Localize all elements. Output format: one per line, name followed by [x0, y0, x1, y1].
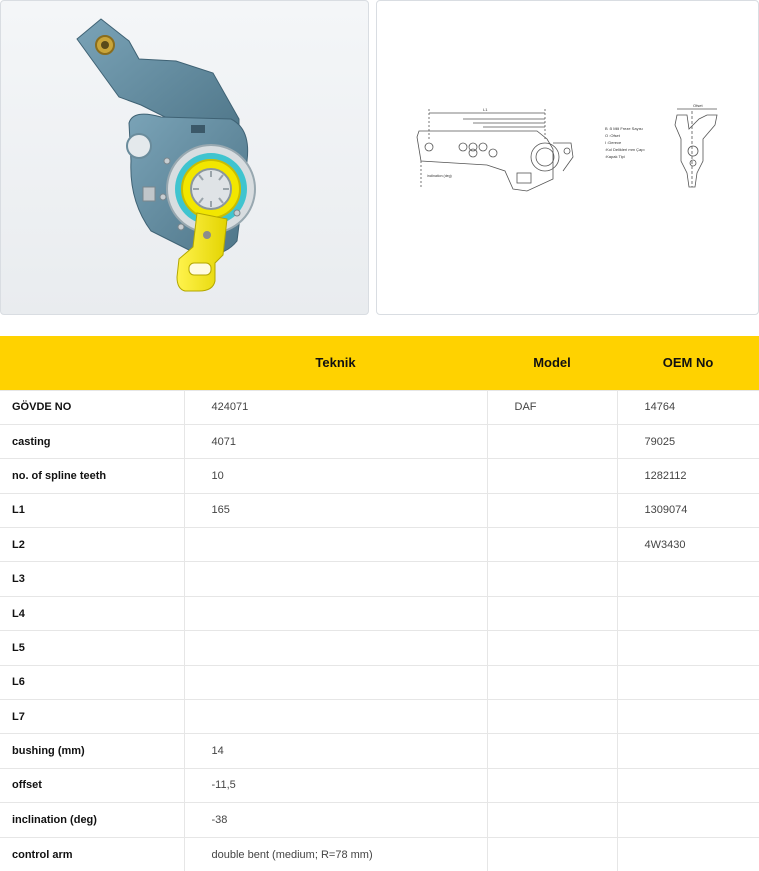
cell-teknik: [184, 528, 487, 562]
slack-adjuster-image: [1, 1, 369, 315]
cell-oem-no: [617, 562, 759, 596]
cell-teknik: [184, 631, 487, 665]
table-row: [0, 493, 759, 527]
table-row: [0, 837, 759, 871]
cell-model: [487, 665, 617, 699]
cell-teknik: [184, 562, 487, 596]
cell-model: [487, 528, 617, 562]
cell-teknik: 4071: [184, 424, 487, 458]
legend-line-3: I :Derece: [605, 140, 622, 145]
table-row: [0, 734, 759, 768]
row-label: L6: [0, 665, 184, 699]
row-label: L2: [0, 528, 184, 562]
table-row: [0, 596, 759, 630]
header-teknik: Teknik: [315, 355, 356, 371]
cell-oem-no: [617, 665, 759, 699]
technical-drawing[interactable]: [376, 0, 759, 315]
cell-teknik: 14: [184, 734, 487, 768]
cell-oem-no: 79025: [617, 424, 759, 458]
table-row: [0, 665, 759, 699]
row-label: offset: [0, 768, 184, 802]
cell-teknik: [184, 700, 487, 734]
cell-teknik: double bent (medium; R=78 mm): [184, 837, 487, 871]
table-row: [0, 631, 759, 665]
legend-line-2: O :Ofset: [605, 133, 620, 138]
cell-model: [487, 734, 617, 768]
header-empty: [0, 336, 184, 390]
table-row: [0, 768, 759, 802]
legend-line-5: :Kapak Tipi: [605, 154, 625, 159]
cell-model: [487, 803, 617, 837]
cell-model: [487, 631, 617, 665]
table-row: [0, 424, 759, 458]
cell-oem-no: [617, 596, 759, 630]
cell-oem-no: [617, 768, 759, 802]
table-row: [0, 700, 759, 734]
cell-model: [487, 459, 617, 493]
row-label: L1: [0, 493, 184, 527]
table-header-row: [0, 336, 759, 390]
drawing-offset-label: Ofset: [693, 103, 703, 108]
table-row: [0, 459, 759, 493]
cell-oem-no: [617, 803, 759, 837]
cell-teknik: -11,5: [184, 768, 487, 802]
cell-model: [487, 562, 617, 596]
cell-model: [487, 700, 617, 734]
cell-model: [487, 493, 617, 527]
legend-line-4: :Kol Delikleri mm Çapı: [605, 147, 645, 152]
cell-oem-no: 14764: [617, 390, 759, 424]
cell-oem-no: [617, 837, 759, 871]
drawing-angle-label: inclination (deg): [427, 174, 452, 178]
row-label: GÖVDE NO: [0, 390, 184, 424]
drawing-length-label: L1: [483, 107, 488, 112]
cell-model: [487, 596, 617, 630]
cell-oem-no: [617, 631, 759, 665]
row-label: control arm: [0, 837, 184, 871]
cell-teknik: 10: [184, 459, 487, 493]
cell-oem-no: 1282112: [617, 459, 759, 493]
row-label: L4: [0, 596, 184, 630]
row-label: bushing (mm): [0, 734, 184, 768]
header-model: Model: [533, 355, 571, 371]
spec-table: [0, 336, 759, 871]
table-row: [0, 803, 759, 837]
row-label: L7: [0, 700, 184, 734]
dimension-drawing: [377, 1, 759, 315]
cell-oem-no: [617, 700, 759, 734]
row-label: no. of spline teeth: [0, 459, 184, 493]
cell-model: [487, 768, 617, 802]
table-row: [0, 562, 759, 596]
header-oem-no: OEM No: [662, 355, 714, 371]
cell-oem-no: [617, 734, 759, 768]
product-gallery: [0, 0, 759, 320]
cell-teknik: -38: [184, 803, 487, 837]
row-label: casting: [0, 424, 184, 458]
table-row: [0, 390, 759, 424]
table-body: [0, 390, 759, 871]
cell-teknik: 424071: [184, 390, 487, 424]
product-photo[interactable]: [0, 0, 369, 315]
table-row: [0, 528, 759, 562]
row-label: L3: [0, 562, 184, 596]
legend-line-1: B :5 Mili Freze Sayısı: [605, 126, 643, 131]
cell-oem-no: 1309074: [617, 493, 759, 527]
cell-model: DAF: [487, 390, 617, 424]
row-label: inclination (deg): [0, 803, 184, 837]
cell-oem-no: 4W3430: [617, 528, 759, 562]
row-label: L5: [0, 631, 184, 665]
cell-teknik: 165: [184, 493, 487, 527]
cell-teknik: [184, 596, 487, 630]
cell-model: [487, 424, 617, 458]
cell-teknik: [184, 665, 487, 699]
cell-model: [487, 837, 617, 871]
